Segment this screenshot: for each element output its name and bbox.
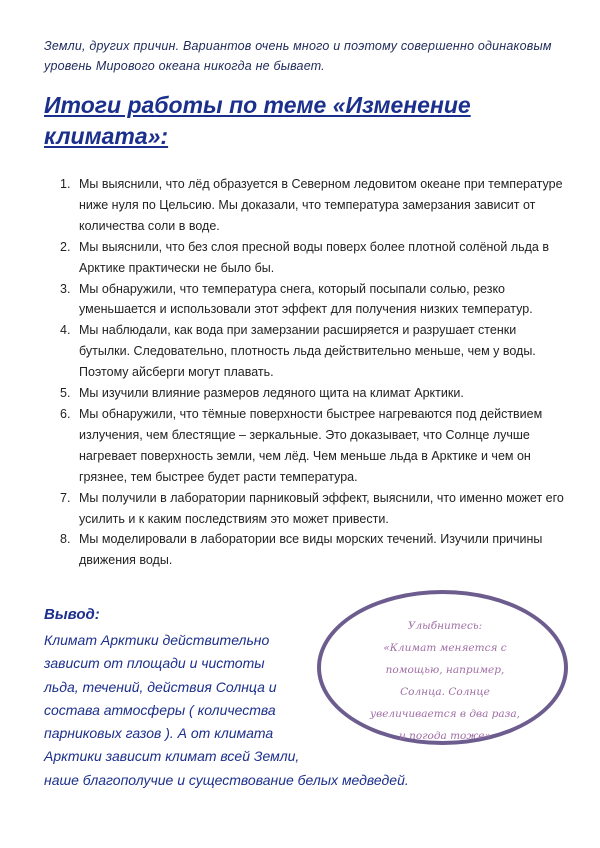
list-item <box>60 383 566 404</box>
list-item-text: Мы обнаружили, что температура снега, который посыпали солью, резко уменьшается и использовали этот эффект для получения низких температур. <box>79 281 533 317</box>
list-item <box>60 404 566 488</box>
conclusion-line: парниковых газов ). А от климата <box>44 725 274 742</box>
smile-line: Солнца. Солнце <box>400 686 490 698</box>
list-item-text: Мы выяснили, что лёд образуется в Северном ледовитом океане при температуре ниже нуля по Цельсию. Мы доказали, что температура замерзания зависит от количества соли в воде. <box>79 177 563 233</box>
smile-line: Улыбнитесь: <box>407 620 483 632</box>
conclusion-line: состава атмосферы ( количества <box>44 701 276 718</box>
smile-line: увеличивается в два раза, <box>370 708 520 720</box>
conclusion-line: Климат Арктики действительно <box>44 632 270 648</box>
list-item <box>60 529 566 571</box>
list-item <box>60 174 566 237</box>
list-item-number: 7. <box>60 490 71 505</box>
conclusion-line: зависит от площади и чистоты <box>44 655 265 672</box>
list-item-text: Мы обнаружили, что тёмные поверхности быстрее нагреваются под действием излучения, чем блестящие – зеркальные. Это доказывает, что Солнце лучше нагревает поверхность земли, чем лёд. Чем меньше льда в Арктике и чем он грязнее, тем быстрее будет расти температура. <box>79 406 543 484</box>
list-item-number: 4. <box>60 323 71 338</box>
list-item-text: Мы изучили влияние размеров ледяного щита на климат Арктики. <box>79 386 464 401</box>
conclusion-line: Арктики зависит климат всей Земли, <box>44 748 300 765</box>
list-item-text: Мы моделировали в лаборатории все виды морских течений. Изучили причины движения воды. <box>79 532 543 568</box>
list-item-number: 3. <box>60 281 71 296</box>
smile-quote <box>338 615 552 747</box>
list-item-text: Мы выяснили, что без слоя пресной воды поверх более плотной солёной льда в Арктике практически не было бы. <box>79 239 550 275</box>
intro-paragraph: Земли, других причин. Вариантов очень много и поэтому совершенно одинаковым уровень Мирового океана никогда не бывает. <box>44 39 552 73</box>
conclusion-line: наше благополучие и существование белых медведей. <box>44 771 409 788</box>
section-heading: Итоги работы по теме «Изменение климата»: <box>44 92 471 149</box>
smile-line: и погода тоже» <box>399 730 491 742</box>
list-item <box>60 488 566 530</box>
conclusion-line: льда, течений, действия Солнца и <box>44 678 277 695</box>
list-item-text: Мы получили в лаборатории парниковый эффект, выяснили, что именно может его усилить и к каким последствиям это может привести. <box>79 490 564 526</box>
list-item-number: 5. <box>60 386 71 401</box>
list-item-text: Мы наблюдали, как вода при замерзании расширяется и разрушает стенки бутылки. Следовательно, плотность льда действительно меньше, чем у воды. Поэтому айсберги могут плавать. <box>79 323 536 380</box>
list-item <box>60 279 566 321</box>
list-item-number: 8. <box>60 532 71 547</box>
list-item-number: 1. <box>60 177 71 191</box>
list-item <box>60 320 566 383</box>
list-item-number: 2. <box>60 239 71 254</box>
list-item <box>60 237 566 279</box>
smile-line: помощью, например, <box>385 664 505 676</box>
conclusion-title: Вывод: <box>44 606 100 623</box>
list-item-number: 6. <box>60 406 71 421</box>
smile-line: «Климат меняется с <box>383 642 507 654</box>
results-list <box>60 174 566 571</box>
